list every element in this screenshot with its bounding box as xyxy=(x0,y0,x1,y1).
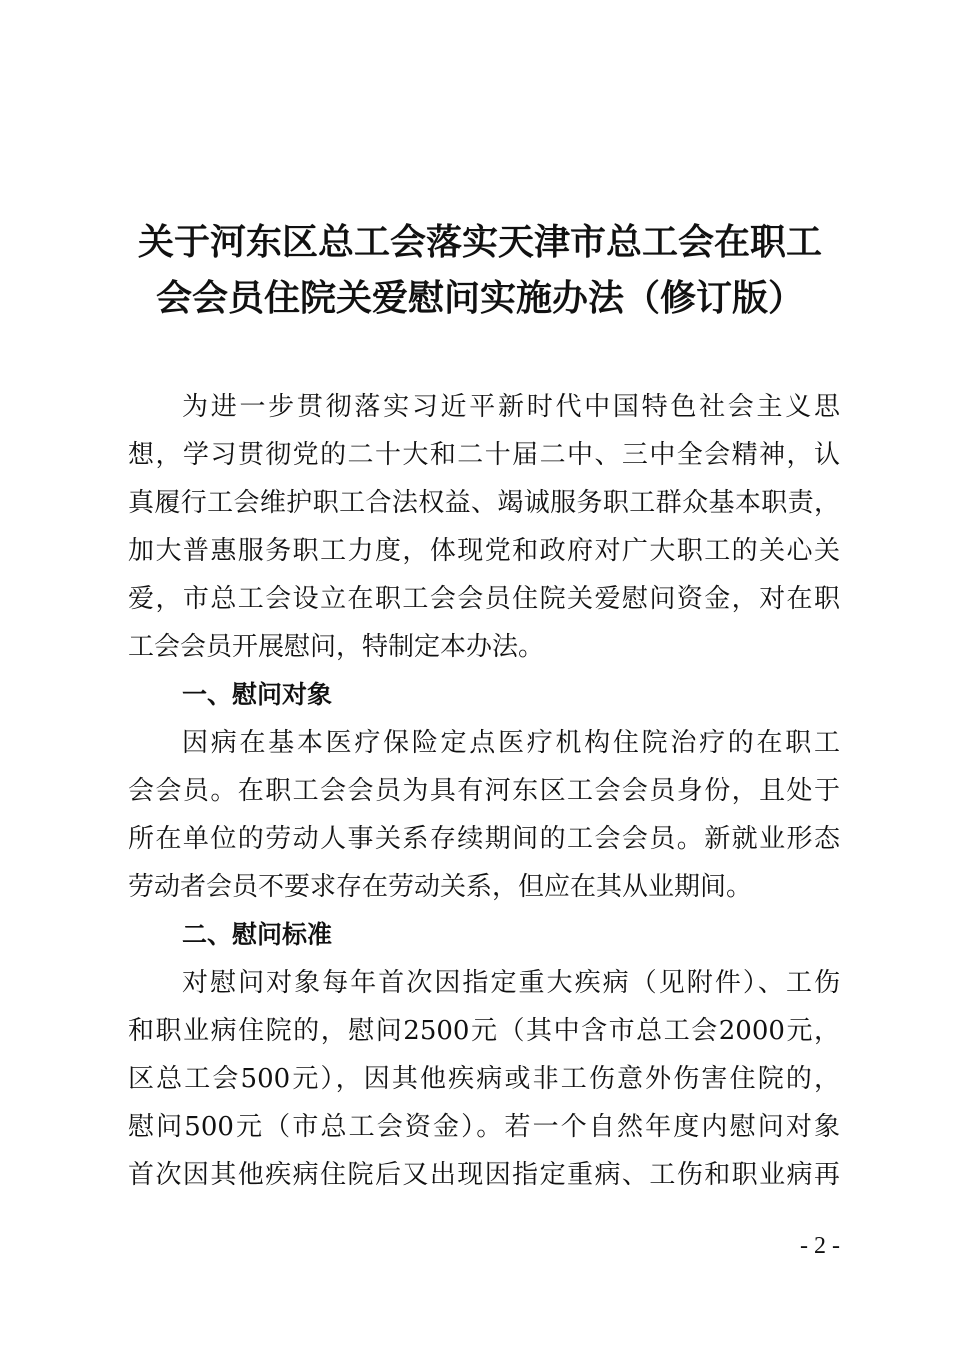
section-1-line-2: 会会员。在职工会会员为具有河东区工会会员身份，且处于 xyxy=(128,776,840,806)
intro-line-6: 工会会员开展慰问，特制定本办法。 xyxy=(128,632,545,662)
intro-line-1: 为进一步贯彻落实习近平新时代中国特色社会主义思 xyxy=(182,392,840,422)
section-1-line-4: 劳动者会员不要求存在劳动关系，但应在其从业期间。 xyxy=(128,872,753,902)
section-2-line-3: 区总工会500元），因其他疾病或非工伤意外伤害住院的， xyxy=(128,1064,840,1094)
intro-line-3: 真履行工会维护职工合法权益、竭诚服务职工群众基本职责， xyxy=(128,488,840,518)
section-2-line-4: 慰问500元（市总工会资金）。若一个自然年度内慰问对象 xyxy=(128,1112,840,1142)
section-2-heading: 二、慰问标准 xyxy=(182,920,333,949)
document-title-line-2: 会会员住院关爱慰问实施办法（修订版） xyxy=(155,278,804,319)
section-2-line-5: 首次因其他疾病住院后又出现因指定重病、工伤和职业病再 xyxy=(128,1160,840,1190)
intro-line-4: 加大普惠服务职工力度，体现党和政府对广大职工的关心关 xyxy=(128,536,840,566)
document-title-line-1: 关于河东区总工会落实天津市总工会在职工 xyxy=(137,222,822,263)
section-1-heading: 一、慰问对象 xyxy=(182,680,333,709)
page-number: - 2 - xyxy=(800,1233,840,1259)
intro-line-2: 想，学习贯彻党的二十大和二十届二中、三中全会精神，认 xyxy=(128,440,840,470)
section-1-line-1: 因病在基本医疗保险定点医疗机构住院治疗的在职工 xyxy=(182,728,840,758)
intro-line-5: 爱，市总工会设立在职工会会员住院关爱慰问资金，对在职 xyxy=(128,584,840,614)
section-2-line-1: 对慰问对象每年首次因指定重大疾病（见附件）、工伤 xyxy=(182,968,840,998)
section-1-line-3: 所在单位的劳动人事关系存续期间的工会会员。新就业形态 xyxy=(128,824,840,854)
section-2-line-2: 和职业病住院的，慰问2500元（其中含市总工会2000元， xyxy=(128,1016,840,1046)
